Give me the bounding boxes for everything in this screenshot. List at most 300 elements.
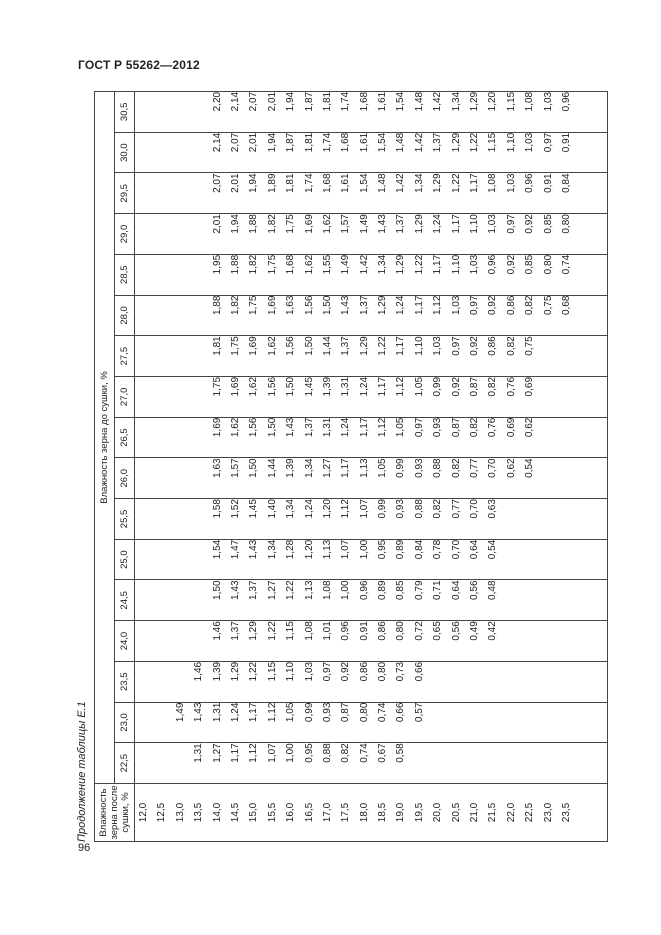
after-moisture-value: 14,5 — [229, 802, 241, 823]
data-column — [135, 417, 608, 458]
table-cell: 0,54 — [524, 458, 536, 478]
table-cell: 0,66 — [413, 661, 425, 682]
table-cell: 0,92 — [487, 295, 499, 316]
table-cell: 1,22 — [450, 173, 462, 193]
table-cell — [540, 580, 558, 620]
table-cell: 1,57 — [229, 458, 241, 478]
table-cell — [429, 743, 447, 783]
table-cell — [135, 133, 153, 173]
table-cell — [540, 703, 558, 743]
table-cell: 1,03 — [303, 661, 315, 682]
table-cell: 1,75 — [285, 214, 297, 234]
before-moisture-header: 24,5 — [115, 580, 135, 621]
table-cell: 1,39 — [211, 661, 223, 682]
table-cell: 0,64 — [450, 580, 462, 600]
table-cell — [540, 458, 558, 498]
before-moisture-header: 27,5 — [115, 336, 135, 377]
before-moisture-header: 26,0 — [115, 458, 135, 499]
table-cell: 1,43 — [229, 580, 241, 600]
table-cell — [540, 377, 558, 417]
table-cell: 1,75 — [211, 376, 223, 397]
table-cell: 1,29 — [358, 336, 370, 356]
table-cell: 1,03 — [505, 173, 517, 193]
table-cell — [429, 703, 447, 743]
before-moisture-header: 25,5 — [115, 499, 135, 540]
table-cell: 1,34 — [285, 499, 297, 519]
after-moisture-value: 17,5 — [340, 802, 352, 823]
table-cell — [190, 377, 208, 417]
table-cell — [540, 743, 558, 783]
table-cell: 1,82 — [266, 214, 278, 234]
table-cell: 1,22 — [377, 336, 389, 356]
table-cell: 1,10 — [413, 336, 425, 356]
table-cell: 1,49 — [174, 702, 186, 723]
table-cell: 1,49 — [340, 254, 352, 275]
table-cell — [558, 336, 576, 376]
after-moisture-value: 22,5 — [524, 802, 536, 823]
table-cell: 1,50 — [285, 376, 297, 397]
after-moisture-value: 19,5 — [413, 802, 425, 823]
table-cell: 1,43 — [377, 214, 389, 234]
after-moisture-value: 13,0 — [174, 802, 186, 823]
before-moisture-header: 22,5 — [115, 743, 135, 784]
table-cell: 1,56 — [303, 295, 315, 316]
table-cell: 1,17 — [432, 254, 444, 275]
after-moisture-value: 23,5 — [560, 802, 572, 823]
table-cell: 0,93 — [432, 417, 444, 438]
table-cell: 1,29 — [377, 295, 389, 316]
before-moisture-header: 30,0 — [115, 132, 135, 173]
table-cell: 1,12 — [432, 295, 444, 316]
table-cell: 0,99 — [395, 458, 407, 478]
table-cell: 1,61 — [358, 132, 370, 153]
table-cell: 1,68 — [285, 254, 297, 275]
table-cell: 1,17 — [377, 376, 389, 397]
table-cell — [172, 540, 190, 580]
table-cell: 0,85 — [395, 580, 407, 600]
after-moisture-column — [135, 784, 608, 842]
table-cell: 0,72 — [413, 621, 425, 641]
table-cell — [521, 499, 539, 539]
table-cell: 0,99 — [377, 499, 389, 519]
table-cell: 1,54 — [377, 132, 389, 153]
table-cell: 1,52 — [229, 499, 241, 519]
table-cell: 1,48 — [413, 91, 425, 112]
table-cell: 1,03 — [487, 214, 499, 234]
table-cell — [153, 743, 171, 783]
table-cell: 1,54 — [395, 91, 407, 112]
before-moisture-header: 30,5 — [115, 91, 135, 132]
table-cell: 1,46 — [211, 621, 223, 641]
table-cell: 0,80 — [560, 214, 572, 234]
table-cell: 1,55 — [321, 254, 333, 275]
table-cell — [466, 662, 484, 702]
table-cell: 1,74 — [340, 91, 352, 112]
table-cell: 0,56 — [469, 580, 481, 600]
table-cell — [153, 255, 171, 295]
table-cell: 1,10 — [285, 661, 297, 682]
table-cell: 0,88 — [432, 458, 444, 478]
table-cell: 0,96 — [340, 621, 352, 641]
table-cell: 1,31 — [193, 743, 205, 763]
table-cell: 0,87 — [450, 417, 462, 438]
table-cell: 0,80 — [542, 254, 554, 275]
table-cell: 1,63 — [285, 295, 297, 316]
table-cell — [153, 540, 171, 580]
table-cell — [172, 458, 190, 498]
table-cell — [135, 296, 153, 336]
after-moisture-value: 12,5 — [156, 802, 168, 823]
row-header-label: Влажность зерна после сушки, % — [98, 785, 131, 840]
table-cell: 1,94 — [266, 132, 278, 153]
table-cell — [172, 499, 190, 539]
table-cell: 0,63 — [487, 499, 499, 519]
table-cell: 1,48 — [377, 173, 389, 193]
table-cell: 0,82 — [450, 458, 462, 478]
table-cell — [153, 296, 171, 336]
table-cell — [190, 418, 208, 458]
table-cell: 1,15 — [505, 91, 517, 112]
group-header-label: Влажность зерна до сушки, % — [99, 371, 110, 504]
table-cell — [540, 418, 558, 458]
table-cell: 1,87 — [303, 91, 315, 112]
table-cell — [190, 133, 208, 173]
table-cell — [172, 133, 190, 173]
table-cell — [411, 743, 429, 783]
page-number: 96 — [78, 842, 91, 854]
table-cell: 1,12 — [248, 743, 260, 763]
table-cell — [503, 621, 521, 661]
before-moisture-header: 29,5 — [115, 173, 135, 214]
table-cell — [558, 743, 576, 783]
table-cell: 1,42 — [432, 91, 444, 112]
table-cell — [448, 662, 466, 702]
table-cell: 0,84 — [413, 539, 425, 560]
table-cell — [190, 621, 208, 661]
table-cell: 0,82 — [469, 417, 481, 438]
table-cell: 1,74 — [321, 132, 333, 153]
table-cell: 0,92 — [524, 214, 536, 234]
table-cell: 1,07 — [358, 499, 370, 519]
after-moisture-value: 20,5 — [450, 802, 462, 823]
data-column — [135, 621, 608, 662]
table-cell: 1,54 — [211, 539, 223, 560]
after-moisture-value: 18,0 — [358, 802, 370, 823]
table-cell: 1,29 — [395, 254, 407, 275]
table-cell: 1,69 — [248, 336, 260, 356]
table-cell: 1,00 — [358, 539, 370, 560]
table-cell: 1,45 — [248, 499, 260, 519]
table-cell: 0,80 — [358, 702, 370, 723]
table-cell: 0,68 — [560, 295, 572, 316]
table-cell: 1,05 — [377, 458, 389, 478]
table-cell: 0,82 — [432, 499, 444, 519]
table-cell: 1,34 — [303, 458, 315, 478]
table-cell — [172, 255, 190, 295]
before-moisture-header: 23,0 — [115, 702, 135, 743]
table-cell: 0,78 — [432, 539, 444, 560]
table-cell: 0,57 — [413, 702, 425, 723]
table-cell — [172, 377, 190, 417]
table-cell — [484, 703, 502, 743]
table-cell: 1,24 — [229, 702, 241, 723]
table-cell: 1,00 — [285, 743, 297, 763]
table-cell: 1,39 — [321, 376, 333, 397]
table-cell — [153, 499, 171, 539]
after-moisture-value: 16,5 — [303, 802, 315, 823]
table-cell: 0,80 — [377, 661, 389, 682]
table-cell: 0,67 — [377, 743, 389, 763]
data-column — [135, 173, 608, 214]
table-cell: 1,29 — [469, 91, 481, 112]
table-cell: 1,75 — [229, 336, 241, 356]
table-cell: 1,24 — [340, 417, 352, 438]
table-cell — [521, 621, 539, 661]
table-cell: 0,54 — [487, 539, 499, 560]
table-cell: 0,70 — [487, 458, 499, 478]
table-cell: 0,66 — [395, 702, 407, 723]
table-cell: 1,05 — [285, 702, 297, 723]
table-cell: 0,76 — [487, 417, 499, 438]
table-cell: 1,05 — [395, 417, 407, 438]
table-cell: 0,89 — [377, 580, 389, 600]
table-cell: 1,13 — [358, 458, 370, 478]
table-cell — [521, 662, 539, 702]
table-cell: 1,43 — [340, 295, 352, 316]
table-cell: 1,94 — [229, 214, 241, 234]
table-cell: 0,97 — [469, 295, 481, 316]
table-cell: 2,20 — [211, 91, 223, 112]
table-cell: 1,82 — [248, 254, 260, 275]
table-cell — [153, 214, 171, 254]
table-cell: 1,03 — [524, 132, 536, 153]
table-cell — [172, 743, 190, 783]
table-cell: 1,31 — [211, 702, 223, 723]
table-cell — [558, 418, 576, 458]
table-cell: 1,81 — [285, 173, 297, 193]
table-cell: 1,24 — [303, 499, 315, 519]
table-cell: 1,12 — [266, 702, 278, 723]
table-cell — [540, 540, 558, 580]
table-cell: 0,82 — [340, 743, 352, 763]
table-cell: 1,29 — [413, 214, 425, 234]
after-moisture-value: 15,5 — [266, 802, 278, 823]
after-moisture-value: 22,0 — [505, 802, 517, 823]
table-cell — [190, 580, 208, 620]
table-cell: 1,56 — [266, 376, 278, 397]
table-cell: 1,62 — [266, 336, 278, 356]
table-cell: 1,82 — [229, 295, 241, 316]
table-cell: 1,37 — [303, 417, 315, 438]
table-cell: 1,13 — [303, 580, 315, 600]
data-column — [135, 580, 608, 621]
table-cell: 1,34 — [413, 173, 425, 193]
after-moisture-value: 23,0 — [542, 802, 554, 823]
table-cell: 0,65 — [432, 621, 444, 641]
table-cell: 0,71 — [432, 580, 444, 600]
table-cell — [153, 703, 171, 743]
data-column — [135, 661, 608, 702]
table-cell — [558, 580, 576, 620]
table-cell — [153, 173, 171, 213]
table-cell — [484, 662, 502, 702]
table-cell — [521, 743, 539, 783]
table-cell: 1,34 — [450, 91, 462, 112]
table-cell: 0,85 — [542, 214, 554, 234]
table-cell: 1,42 — [395, 173, 407, 193]
data-column — [135, 254, 608, 295]
table-cell: 1,57 — [340, 214, 352, 234]
after-moisture-value: 14,0 — [211, 802, 223, 823]
table-cell: 1,44 — [321, 336, 333, 356]
table-cell — [558, 540, 576, 580]
table-cell: 0,56 — [450, 621, 462, 641]
table-cell: 1,69 — [229, 376, 241, 397]
table-cell: 1,12 — [377, 417, 389, 438]
table-cell: 1,07 — [266, 743, 278, 763]
table-cell: 0,82 — [524, 295, 536, 316]
table-cell: 1,49 — [358, 214, 370, 234]
table-cell: 0,97 — [413, 417, 425, 438]
table-cell: 1,17 — [450, 214, 462, 234]
table-cell: 1,81 — [211, 336, 223, 356]
table-cell: 1,24 — [395, 295, 407, 316]
table-cell — [172, 580, 190, 620]
table-cell: 1,62 — [321, 214, 333, 234]
table-cell — [558, 377, 576, 417]
table-cell: 0,97 — [542, 132, 554, 153]
table-cell — [521, 703, 539, 743]
table-cell: 0,77 — [450, 499, 462, 519]
table-cell — [153, 377, 171, 417]
table-cell: 1,24 — [358, 376, 370, 397]
table-cell — [190, 296, 208, 336]
table-cell: 1,03 — [542, 91, 554, 112]
table-cell — [135, 418, 153, 458]
table-cell: 0,88 — [321, 743, 333, 763]
table-cell: 2,01 — [229, 173, 241, 193]
table-cell: 1,43 — [193, 702, 205, 723]
before-moisture-header: 28,0 — [115, 295, 135, 336]
table-cell — [190, 92, 208, 132]
data-column — [135, 214, 608, 255]
table-cell — [135, 255, 153, 295]
table-cell — [558, 499, 576, 539]
table-cell: 1,29 — [229, 661, 241, 682]
table-cell: 1,07 — [340, 539, 352, 560]
table-cell — [190, 540, 208, 580]
table-cell: 1,69 — [266, 295, 278, 316]
table-cell — [503, 662, 521, 702]
before-moisture-header: 26,5 — [115, 417, 135, 458]
table-cell: 1,37 — [248, 580, 260, 600]
table-cell: 1,94 — [285, 91, 297, 112]
table-cell — [503, 540, 521, 580]
table-cell: 0,92 — [450, 376, 462, 397]
table-cell — [172, 336, 190, 376]
table-cell: 0,48 — [487, 580, 499, 600]
after-moisture-value: 17,0 — [321, 802, 333, 823]
table-cell: 1,68 — [358, 91, 370, 112]
table-cell — [172, 92, 190, 132]
table-cell: 0,69 — [524, 376, 536, 397]
table-cell — [190, 336, 208, 376]
table-cell: 0,96 — [487, 254, 499, 275]
data-column — [135, 702, 608, 743]
table-cell: 1,17 — [469, 173, 481, 193]
table-cell: 0,93 — [413, 458, 425, 478]
table-cell — [135, 336, 153, 376]
table-cell — [172, 173, 190, 213]
table-cell: 1,50 — [266, 417, 278, 438]
table-cell: 1,95 — [211, 254, 223, 275]
group-header-cell — [95, 91, 115, 783]
table-cell — [503, 499, 521, 539]
table-cell: 1,75 — [266, 254, 278, 275]
moisture-table — [94, 91, 608, 842]
table-cell: 1,15 — [285, 621, 297, 641]
table-cell: 1,27 — [211, 743, 223, 763]
table-cell: 0,85 — [524, 254, 536, 275]
table-cell — [540, 621, 558, 661]
data-column — [135, 132, 608, 173]
table-cell: 1,29 — [450, 132, 462, 153]
data-column — [135, 743, 608, 784]
table-cell: 1,87 — [285, 132, 297, 153]
table-cell: 1,46 — [193, 661, 205, 682]
table-cell — [135, 743, 153, 783]
table-cell: 1,29 — [432, 173, 444, 193]
before-moisture-header: 24,0 — [115, 621, 135, 662]
data-column — [135, 295, 608, 336]
table-cell: 0,91 — [542, 173, 554, 193]
table-cell — [503, 580, 521, 620]
table-cell: 1,81 — [303, 132, 315, 153]
after-moisture-value: 21,0 — [469, 802, 481, 823]
table-cell — [540, 662, 558, 702]
table-cell: 2,14 — [211, 132, 223, 153]
table-cell: 0,74 — [377, 702, 389, 723]
table-cell — [135, 540, 153, 580]
table-cell: 1,37 — [395, 214, 407, 234]
table-cell: 1,20 — [487, 91, 499, 112]
table-cell: 0,75 — [524, 336, 536, 356]
table-cell: 0,92 — [505, 254, 517, 275]
table-cell: 1,54 — [358, 173, 370, 193]
before-moisture-header: 28,5 — [115, 254, 135, 295]
table-cell: 1,34 — [266, 539, 278, 560]
table-cell: 1,29 — [248, 621, 260, 641]
table-cell: 1,81 — [321, 91, 333, 112]
table-cell — [135, 214, 153, 254]
table-cell: 1,42 — [358, 254, 370, 275]
table-cell — [153, 133, 171, 173]
table-cell — [153, 336, 171, 376]
table-cell: 1,08 — [524, 91, 536, 112]
table-cell: 1,61 — [377, 91, 389, 112]
table-cell: 0,69 — [505, 417, 517, 438]
table-cell: 1,13 — [321, 539, 333, 560]
after-moisture-value: 20,0 — [432, 802, 444, 823]
table-cell: 0,49 — [469, 621, 481, 641]
table-cell: 1,74 — [303, 173, 315, 193]
table-cell — [135, 499, 153, 539]
table-cell: 1,20 — [303, 539, 315, 560]
table-cell: 1,17 — [229, 743, 241, 763]
table-cell: 1,69 — [303, 214, 315, 234]
data-column — [135, 458, 608, 499]
table-cell: 1,37 — [358, 295, 370, 316]
